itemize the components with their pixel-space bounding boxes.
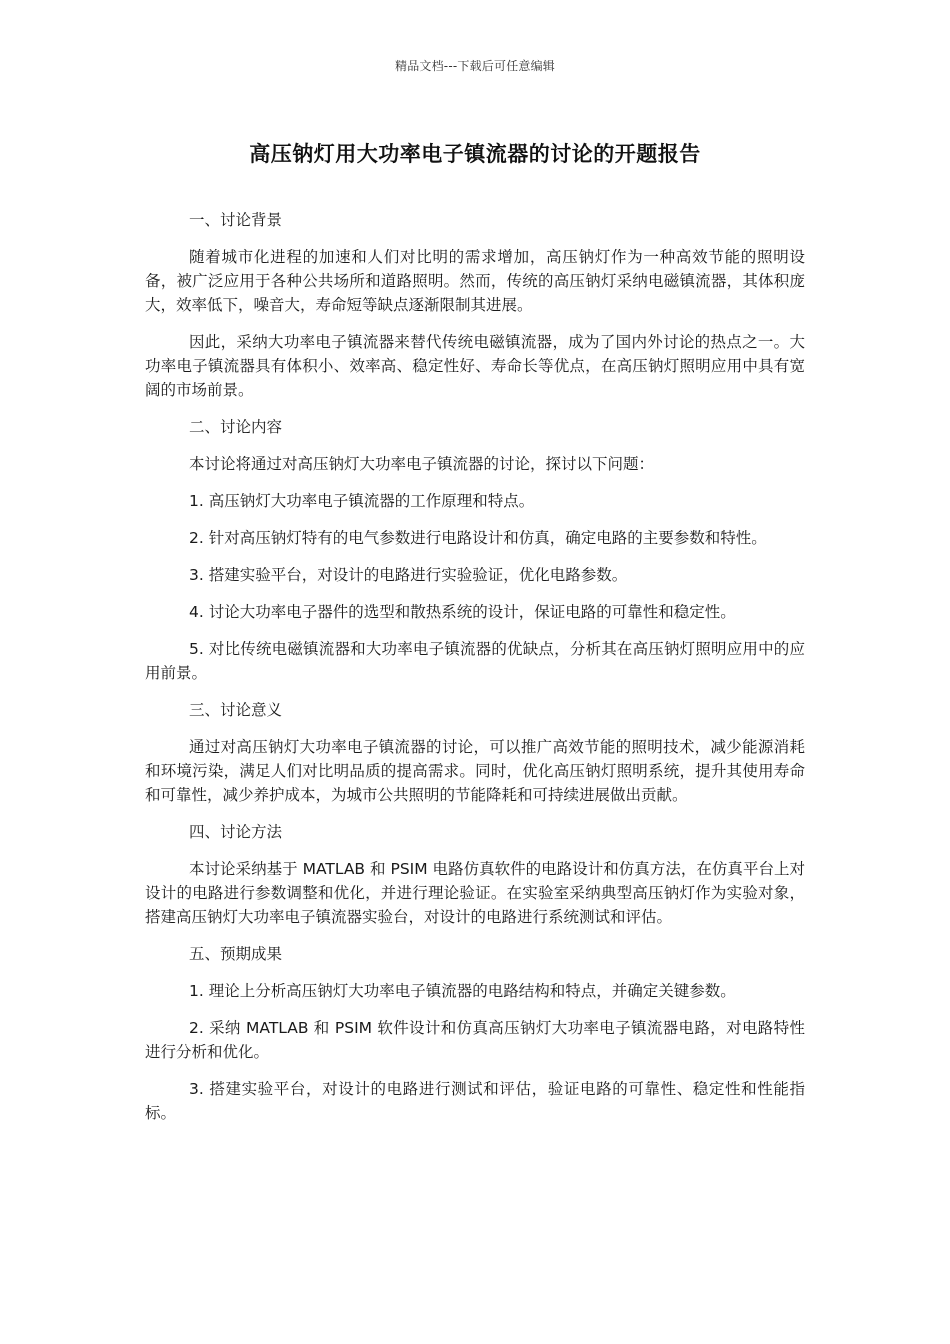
paragraph: 因此，采纳大功率电子镇流器来替代传统电磁镇流器，成为了国内外讨论的热点之一。大功率电子镇流器具有体积小、效率高、稳定性好、寿命长等优点，在高压钠灯照明应用中具有宽阔的市场前景。 <box>145 333 805 399</box>
paragraph: 本讨论采纳基于 MATLAB 和 PSIM 电路仿真软件的电路设计和仿真方法，在仿真平台上对设计的电路进行参数调整和优化，并进行理论验证。在实验室采纳典型高压钠灯作为实验对象，搭建高压钠灯大功率电子镇流器实验台，对设计的电路进行系统测试和评估。 <box>145 860 805 926</box>
section-heading-outcomes: 五、预期成果 <box>189 945 283 963</box>
document-body <box>145 208 805 1138</box>
section-heading-method: 四、讨论方法 <box>189 823 283 841</box>
list-item: 2. 针对高压钠灯特有的电气参数进行电路设计和仿真，确定电路的主要参数和特性。 <box>189 529 767 547</box>
list-item: 2. 采纳 MATLAB 和 PSIM 软件设计和仿真高压钠灯大功率电子镇流器电路，对电路特性进行分析和优化。 <box>145 1019 805 1061</box>
list-item: 1. 高压钠灯大功率电子镇流器的工作原理和特点。 <box>189 492 535 510</box>
section-heading-background: 一、讨论背景 <box>189 211 283 229</box>
paragraph: 随着城市化进程的加速和人们对比明的需求增加，高压钠灯作为一种高效节能的照明设备，被广泛应用于各种公共场所和道路照明。然而，传统的高压钠灯采纳电磁镇流器，其体积庞大，效率低下，噪音大，寿命短等缺点逐渐限制其进展。 <box>145 248 805 314</box>
list-item: 5. 对比传统电磁镇流器和大功率电子镇流器的优缺点，分析其在高压钠灯照明应用中的应用前景。 <box>145 640 805 682</box>
section-heading-content: 二、讨论内容 <box>189 418 283 436</box>
list-item: 3. 搭建实验平台，对设计的电路进行实验验证，优化电路参数。 <box>189 566 628 584</box>
header-note: 精品文档---下载后可任意编辑 <box>395 59 555 73</box>
list-item: 3. 搭建实验平台，对设计的电路进行测试和评估，验证电路的可靠性、稳定性和性能指标。 <box>145 1080 805 1122</box>
list-item: 4. 讨论大功率电子器件的选型和散热系统的设计，保证电路的可靠性和稳定性。 <box>189 603 736 621</box>
paragraph: 通过对高压钠灯大功率电子镇流器的讨论，可以推广高效节能的照明技术，减少能源消耗和环境污染，满足人们对比明品质的提高需求。同时，优化高压钠灯照明系统，提升其使用寿命和可靠性，减少养护成本，为城市公共照明的节能降耗和可持续进展做出贡献。 <box>145 738 805 804</box>
paragraph: 本讨论将通过对高压钠灯大功率电子镇流器的讨论，探讨以下问题： <box>189 455 655 473</box>
document-title: 高压钠灯用大功率电子镇流器的讨论的开题报告 <box>249 142 701 166</box>
section-heading-significance: 三、讨论意义 <box>189 701 283 719</box>
list-item: 1. 理论上分析高压钠灯大功率电子镇流器的电路结构和特点，并确定关键参数。 <box>189 982 736 1000</box>
